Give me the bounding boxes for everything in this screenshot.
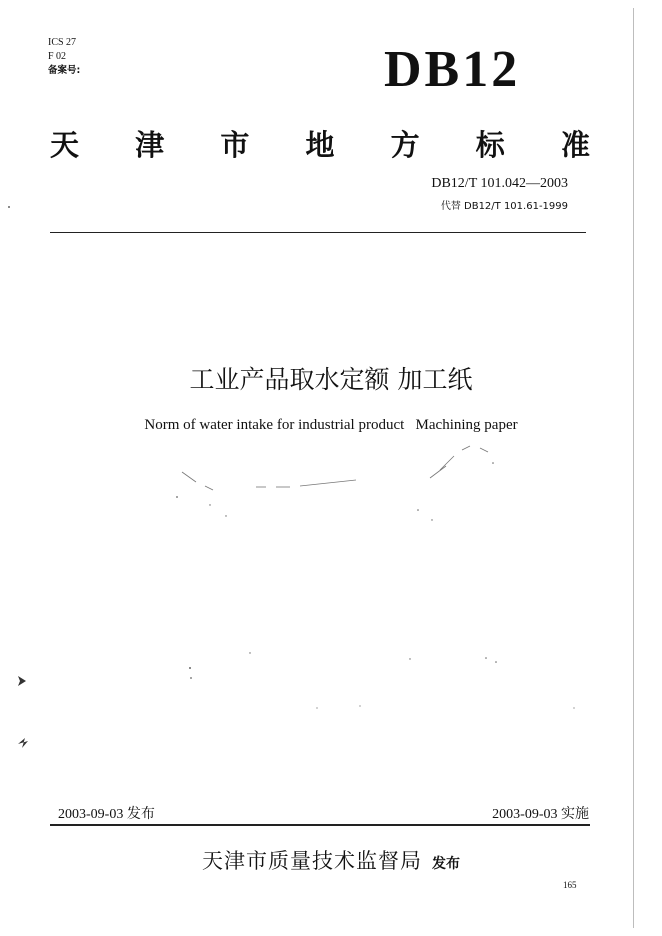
- title-chinese: 工业产品取水定额 加工纸: [189, 365, 473, 394]
- scan-edge-line: [633, 8, 634, 928]
- standard-type-heading: [50, 120, 590, 166]
- footer-divider: [50, 824, 590, 826]
- standard-type-char: 市: [220, 127, 250, 162]
- implementation-date: 2003-09-03 实施: [492, 807, 589, 822]
- title-english: [0, 417, 662, 434]
- ics-code: ICS 27: [48, 37, 77, 48]
- record-number-label: 备案号:: [48, 65, 81, 76]
- standard-logo: DB12: [384, 41, 521, 98]
- standard-type-char: 方: [390, 127, 420, 162]
- category-code: F 02: [48, 51, 67, 62]
- standard-type-char: 天: [50, 127, 80, 162]
- standard-type-char: 准: [560, 127, 590, 162]
- publisher-line: [0, 845, 662, 875]
- issue-date: 2003-09-03 发布: [58, 807, 155, 822]
- standard-number: DB12/T 101.042—2003: [431, 176, 568, 191]
- standard-type-char: 标: [475, 127, 505, 162]
- header-divider: [50, 232, 586, 233]
- publisher-action: 发布: [432, 856, 460, 872]
- standard-type-char: 津: [135, 127, 165, 162]
- replaces-standard: 代替 DB12/T 101.61-1999: [440, 201, 568, 212]
- page-number: 165: [563, 880, 577, 890]
- standard-type-char: 地: [305, 127, 335, 162]
- publisher-name: 天津市质量技术监督局: [202, 849, 422, 873]
- title-english-text: Norm of water intake for industrial product Machining paper: [144, 417, 518, 433]
